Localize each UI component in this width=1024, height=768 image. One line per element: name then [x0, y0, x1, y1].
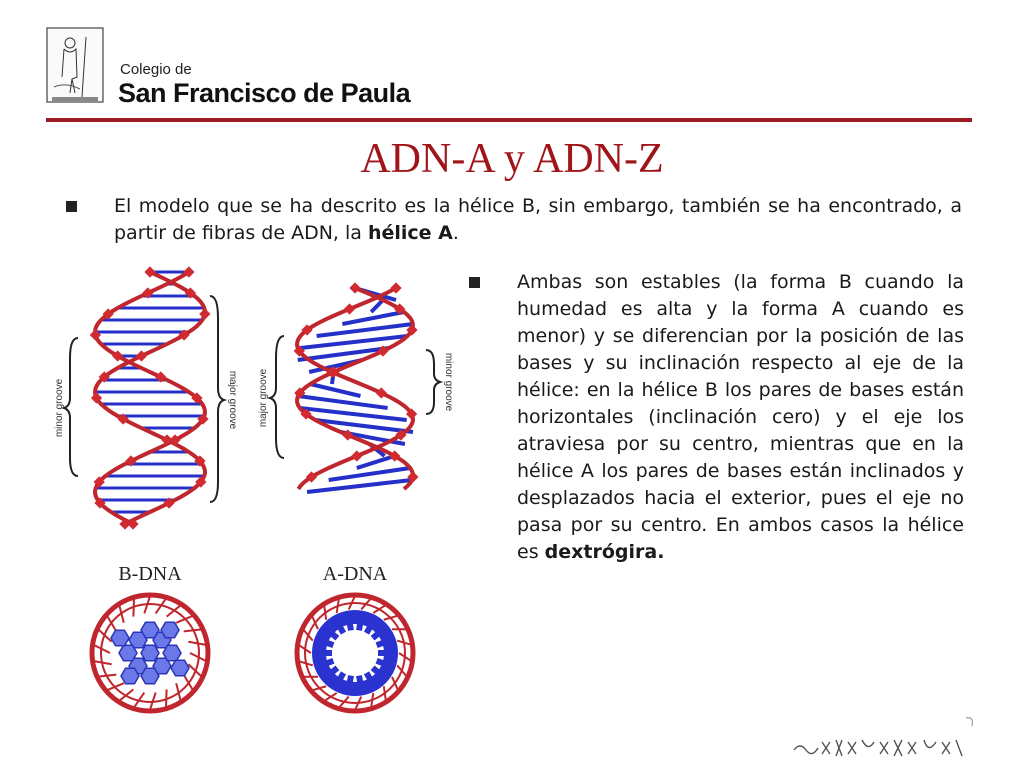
school-name-line2: San Francisco de Paula	[118, 78, 411, 108]
b-minor-groove-label: minor groove	[54, 378, 65, 438]
b-major-groove-bracket	[210, 296, 224, 502]
bullet-square-1	[66, 201, 77, 212]
slide-title: ADN-A y ADN-Z	[360, 136, 664, 182]
b-dna-label: B-DNA	[118, 563, 182, 585]
para2-text: Ambas son estables (la forma B cuando la humedad es alta y la forma A cuando es menor) y se diferencian por la posición de las bases y su inclinación respecto al eje de la hélice: en la hélice B los pares de bases están horizontales (inclinación cero) y el eje los atraviesa por su centro, mientras que en la hélice A los pares de bases están inclinados y desplazados hacia el exterior, pues el eje no pasa por su centro. En ambos casos la hélice es	[517, 271, 964, 563]
bullet-square-2	[469, 277, 480, 288]
handwritten-scribble	[790, 712, 980, 762]
school-logo	[46, 27, 104, 107]
para2-bold: dextrógira.	[544, 541, 665, 563]
a-minor-groove-bracket	[426, 350, 440, 414]
a-major-groove-label: major groove	[258, 368, 269, 428]
bullet-paragraph-2	[517, 269, 964, 566]
para1-end: .	[452, 222, 459, 244]
a-major-groove-bracket	[270, 336, 284, 458]
para1-text: El modelo que se ha descrito es la hélice B, sin embargo, también se ha encontrado, a partir de fibras de ADN, la	[114, 195, 962, 244]
a-minor-groove-label: minor groove	[443, 352, 454, 412]
b-major-groove-label: major groove	[227, 370, 238, 430]
bullet-paragraph-1	[114, 193, 962, 247]
b-minor-groove-bracket	[64, 338, 78, 476]
para1-bold: hélice A	[367, 222, 453, 244]
b-dna-cross-section	[92, 595, 208, 711]
b-dna-helix	[90, 266, 211, 529]
a-dna-label: A-DNA	[322, 563, 388, 585]
a-dna-cross-section	[297, 595, 413, 711]
a-dna-helix	[294, 282, 419, 492]
dna-helix-figure	[50, 258, 460, 718]
header-divider	[46, 118, 972, 122]
school-name-line1: Colegio de	[120, 61, 192, 78]
